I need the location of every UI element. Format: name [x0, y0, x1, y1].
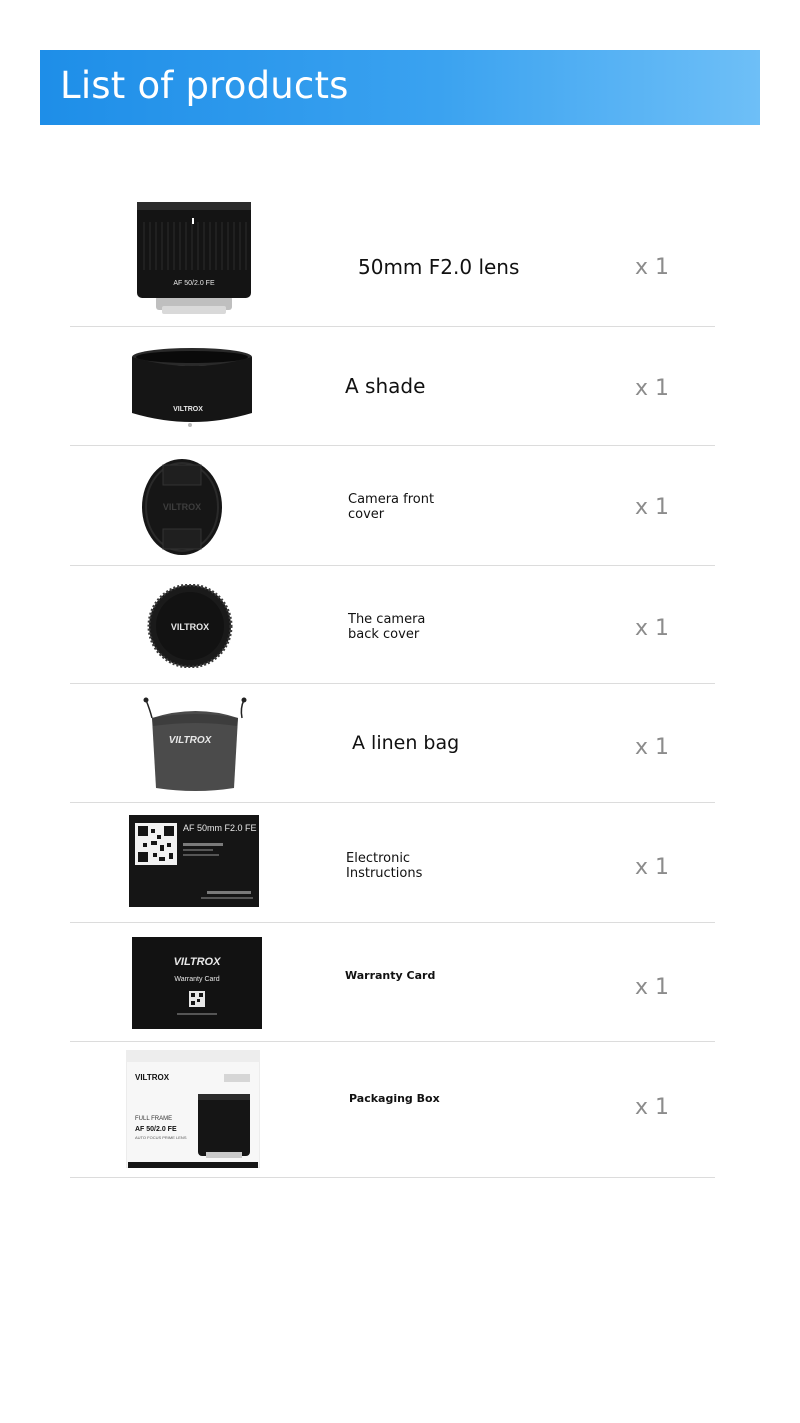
item-label: Electronic Instructions — [346, 851, 423, 881]
item-label: A shade — [345, 374, 426, 398]
box-icon — [126, 1050, 260, 1168]
bag-brand: VILTROX — [168, 735, 212, 746]
item-label: Warranty Card — [345, 969, 436, 982]
hood-brand: VILTROX — [173, 406, 203, 413]
manual-title: AF 50mm F2.0 FE — [183, 823, 257, 833]
item-label: Camera front cover — [348, 492, 435, 522]
box-line2: AF 50/2.0 FE — [135, 1126, 177, 1133]
item-label: 50mm F2.0 lens — [358, 255, 520, 279]
item-quantity: x 1 — [635, 1095, 670, 1120]
page-title: List of products — [60, 64, 349, 107]
list-item — [70, 923, 715, 1042]
front-cap-icon — [141, 457, 223, 557]
list-item — [70, 684, 715, 803]
item-quantity: x 1 — [635, 376, 670, 401]
item-quantity: x 1 — [635, 616, 670, 641]
item-quantity: x 1 — [635, 855, 670, 880]
list-item — [70, 1042, 715, 1178]
card-brand: VILTROX — [173, 956, 221, 968]
list-item — [70, 446, 715, 566]
item-label: A linen bag — [352, 732, 460, 754]
page-header-banner — [40, 50, 760, 125]
manual-icon — [129, 815, 259, 907]
box-line1: FULL FRAME — [135, 1116, 173, 1122]
list-item — [70, 327, 715, 446]
box-brand: VILTROX — [135, 1073, 170, 1082]
card-title: Warranty Card — [174, 976, 220, 983]
item-label: Packaging Box — [349, 1092, 440, 1105]
rear-cap-icon — [147, 584, 233, 668]
item-quantity: x 1 — [635, 735, 670, 760]
item-quantity: x 1 — [635, 255, 670, 280]
list-item — [70, 566, 715, 684]
item-quantity: x 1 — [635, 975, 670, 1000]
pouch-icon — [140, 696, 248, 794]
rear-cap-brand: VILTROX — [170, 622, 210, 632]
list-item — [70, 803, 715, 923]
box-line3: AUTO FOCUS PRIME LENS — [135, 1135, 187, 1140]
list-item — [70, 190, 715, 327]
cap-brand: VILTROX — [162, 502, 202, 512]
lens-hood-icon — [130, 347, 254, 429]
warranty-card-icon — [132, 937, 262, 1029]
lens-engraving: AF 50/2.0 FE — [173, 280, 215, 287]
item-quantity: x 1 — [635, 495, 670, 520]
lens-icon — [134, 200, 254, 316]
item-label: The camera back cover — [348, 612, 426, 642]
row-divider — [70, 1177, 715, 1178]
